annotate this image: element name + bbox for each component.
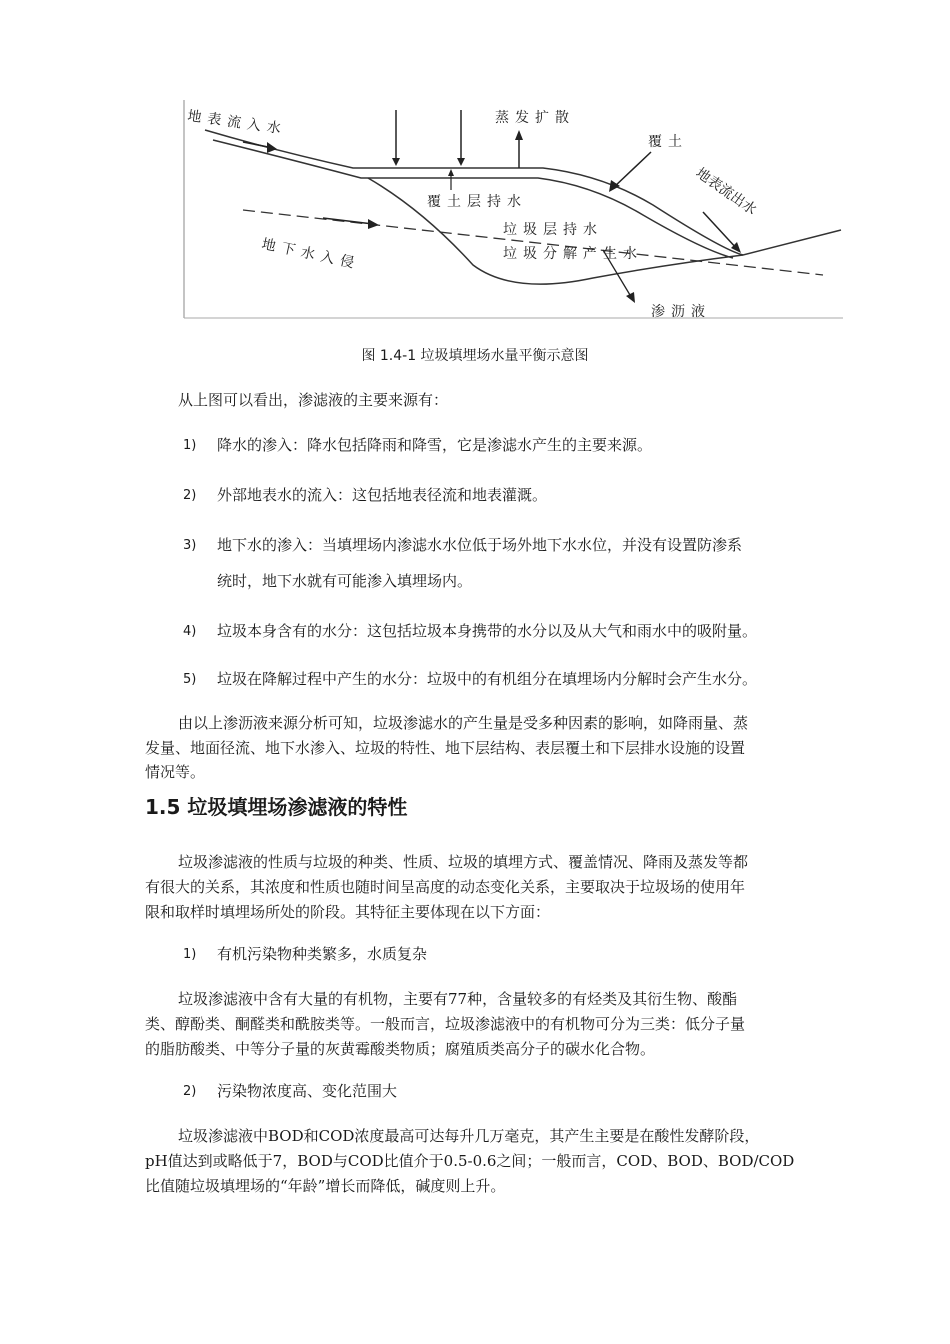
water-balance-diagram xyxy=(183,100,843,320)
feature-1-text-3: 的脂肪酸类、中等分子量的灰黄霉酸类物质；腐殖质类高分子的碳水化合物。 xyxy=(145,1040,656,1058)
figure-caption: 图 1.4-1 垃圾填埋场水量平衡示意图 xyxy=(361,348,589,364)
feature-1-text-1: 垃圾渗滤液中含有大量的有机物，主要有77种，含量较多的有烃类及其衍生物、酸酯 xyxy=(178,990,738,1008)
label-surface-outflow: 地表流出水 xyxy=(692,165,760,219)
feature-1-title: 有机污染物种类繁多，水质复杂 xyxy=(217,945,428,963)
source-2-num: 2) xyxy=(183,488,197,503)
source-3-text: 地下水的渗入：当填埋场内渗滤水水位低于场外地下水水位，并没有设置防渗系 xyxy=(217,536,743,554)
source-3-num: 3) xyxy=(183,538,197,553)
feature-2-title: 污染物浓度高、变化范围大 xyxy=(217,1082,398,1100)
source-1-text: 降水的渗入：降水包括降雨和降雪，它是渗滤水产生的主要来源。 xyxy=(217,436,653,454)
label-cover-soil: 覆土 xyxy=(648,134,688,150)
label-evaporation: 蒸发扩散 xyxy=(495,110,575,126)
feature-1-num: 1) xyxy=(183,947,197,962)
feature-1-text-2: 类、醇酚类、酮醛类和酰胺类等。一般而言，垃圾渗滤液中的有机物可分为三类：低分子量 xyxy=(145,1015,746,1033)
feature-2-text-2: pH值达到或略低于7，BOD与COD比值介于0.5-0.6之间；一般而言，COD、BOD、BOD/COD xyxy=(145,1152,795,1170)
feature-2-text-3: 比值随垃圾填埋场的“年龄”增长而降低，碱度则上升。 xyxy=(145,1177,506,1195)
summary-line-1: 由以上渗沥液来源分析可知，垃圾渗滤水的产生量是受多种因素的影响，如降雨量、蒸 xyxy=(178,714,749,732)
section-intro-1: 垃圾渗滤液的性质与垃圾的种类、性质、垃圾的填埋方式、覆盖情况、降雨及蒸发等都 xyxy=(178,853,749,871)
label-decomposition-water: 垃圾分解产生水 xyxy=(503,246,643,262)
label-cover-layer-water: 覆土层持水 xyxy=(427,194,527,210)
intro-text: 从上图可以看出，渗滤液的主要来源有： xyxy=(178,391,449,409)
label-leachate: 渗沥液 xyxy=(651,304,711,320)
source-1-num: 1) xyxy=(183,438,197,453)
label-groundwater-intrusion: 地下水入侵 xyxy=(260,236,362,273)
source-3-text-cont: 统时，地下水就有可能渗入填埋场内。 xyxy=(217,572,473,590)
section-intro-3: 限和取样时填埋场所处的阶段。其特征主要体现在以下方面： xyxy=(145,903,551,921)
section-heading: 1.5 垃圾填埋场渗滤液的特性 xyxy=(145,795,408,819)
feature-2-num: 2) xyxy=(183,1084,197,1099)
source-4-text: 垃圾本身含有的水分：这包括垃圾本身携带的水分以及从大气和雨水中的吸附量。 xyxy=(217,622,758,640)
source-2-text: 外部地表水的流入：这包括地表径流和地表灌溉。 xyxy=(217,486,548,504)
summary-line-2: 发量、地面径流、地下水渗入、垃圾的特性、地下层结构、表层覆土和下层排水设施的设置 xyxy=(145,739,746,757)
source-4-num: 4) xyxy=(183,624,197,639)
source-5-text: 垃圾在降解过程中产生的水分：垃圾中的有机组分在填埋场内分解时会产生水分。 xyxy=(217,670,758,688)
label-surface-inflow: 地表流入水 xyxy=(186,108,288,138)
feature-2-text-1: 垃圾渗滤液中BOD和COD浓度最高可达每升几万毫克，其产生主要是在酸性发酵阶段， xyxy=(178,1127,760,1145)
section-intro-2: 有很大的关系，其浓度和性质也随时间呈高度的动态变化关系，主要取决于垃圾场的使用年 xyxy=(145,878,746,896)
summary-line-3: 情况等。 xyxy=(145,763,206,781)
source-5-num: 5) xyxy=(183,672,197,687)
label-waste-layer-water: 垃圾层持水 xyxy=(503,222,603,238)
